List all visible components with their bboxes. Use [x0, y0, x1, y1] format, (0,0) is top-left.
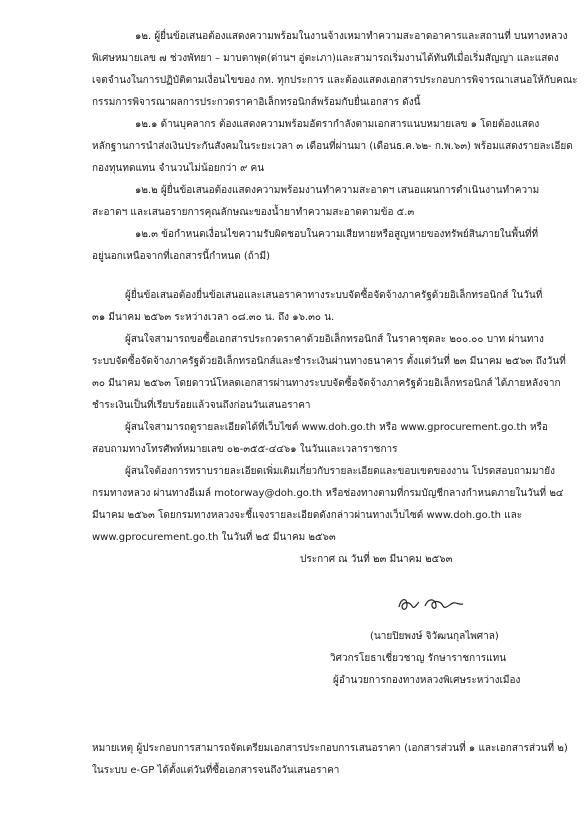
para-purchase-line-4: ชำระเงินเป็นที่เรียบร้อยแล้วจนถึงก่อนวันเสนอราคา — [92, 400, 311, 411]
sub-12-3-line-1: ๑๒.๓ ข้อกำหนดเงื่อนไขความรับผิดชอบในความเสียหายหรือสูญหายของทรัพย์สินภายในพื้นที่ที่ — [135, 229, 539, 240]
sub-12-1-line-1: ๑๒.๑ ด้านบุคลากร ต้องแสดงความพร้อมอัตรากำลังตามเอกสารแนบหมายเลข ๑ โดยต้องแสดง — [135, 119, 540, 130]
item-12-number: ๑๒. — [135, 31, 152, 42]
signer-name: (นายปิยพงษ์ จิวัฒนกุลไพศาล) — [370, 631, 499, 642]
sub-12-1-line-2: หลักฐานการนำส่งเงินประกันสังคมในระยะเวลา ๓ เดือนที่ผ่านมา (เดือนธ.ค.๖๒- ก.พ.๖๓) พร้อมแสดงรายละเอียด — [92, 141, 573, 152]
signer-title-1: วิศวกรโยธาเชี่ยวชาญ รักษาราชการแทน — [330, 653, 507, 664]
item-12-line-2: พิเศษหมายเลข ๗ ช่วงพัทยา – มาบตาพุด(ด่านฯ อู่ตะเภา)และสามารถเริ่มงานได้ทันทีเมื่อเริ่มสัญญา และแสดง — [92, 53, 559, 64]
note-line-1: หมายเหตุ ผู้ประกอบการสามารถจัดเตรียมเอกสารประกอบการเสนอราคา (เอกสารส่วนที่ ๑ และเอกสารส่วนที่ ๒) — [92, 743, 568, 754]
para-purchase-line-1: ผู้สนใจสามารถขอซื้อเอกสารประกวดราคาด้วยอิเล็กทรอนิกส์ ในราคาชุดละ ๒๐๐.๐๐ บาท ผ่านทาง — [125, 334, 544, 345]
sub-12-2-line-1: ๑๒.๒ ผู้ยื่นข้อเสนอต้องแสดงความพร้อมงานทำความสะอาดฯ เสนอแผนการดำเนินงานทำความ — [135, 185, 540, 196]
announcement-date: ประกาศ ณ วันที่ ๒๓ มีนาคม ๒๕๖๓ — [300, 554, 453, 565]
item-12-line-4: กรรมการพิจารณาผลการประกวดราคาอิเล็กทรอนิกส์พร้อมกับยื่นเอกสาร ดังนี้ — [92, 97, 421, 108]
handwritten-signature — [395, 592, 470, 614]
item-12-line-3: เจตจำนงในการปฏิบัติตามเงื่อนไขของ กท. ทุกประการ และต้องแสดงเอกสารประกอบการพิจารณาเสนอให้กับคณะ — [92, 75, 578, 86]
sub-12-3-line-2: อยู่นอกเหนือจากที่เอกสารนี้กำหนด (ถ้ามี) — [92, 251, 270, 262]
item-12-text: ผู้ยื่นข้อเสนอต้องแสดงความพร้อมในงานจ้างเหมาทำความสะอาดอาคารและสถานที่ บนทางหลวง — [154, 31, 568, 42]
para-website-line-1: ผู้สนใจสามารถดูรายละเอียดได้ที่เว็บไซต์ www.doh.go.th หรือ www.gprocurement.go.th หรือ — [125, 422, 548, 433]
para-website-line-2: สอบถามทางโทรศัพท์หมายเลข ๐๒-๓๕๕-๔๔๖๑ ในวันและเวลาราชการ — [92, 444, 398, 455]
para-submission-line-2: ๓๑ มีนาคม ๒๕๖๓ ระหว่างเวลา ๐๘.๓๐ น. ถึง ๑๖.๓๐ น. — [92, 312, 335, 323]
sub-12-1-line-3: กองทุนทดแทน จำนวนไม่น้อยกว่า ๙ คน — [92, 163, 265, 174]
note-line-2: ในระบบ e-GP ได้ตั้งแต่วันที่ซื้อเอกสารจนถึงวันเสนอราคา — [92, 765, 340, 776]
signer-title-2: ผู้อำนวยการกองทางหลวงพิเศษระหว่างเมือง — [333, 675, 521, 686]
para-inquiry-line-2: กรมทางหลวง ผ่านทางอีเมล์ motorway@doh.go.th หรือช่องทางตามที่กรมบัญชีกลางกำหนดภายในวันที่ ๒๔ — [92, 488, 564, 499]
sub-12-2-line-2: สะอาดฯ และเสนอรายการคุณลักษณะของน้ำยาทำความสะอาดตามข้อ ๕.๓ — [92, 207, 415, 218]
item-12-line-1 — [135, 30, 568, 44]
para-inquiry-line-4: www.gprocurement.go.th ในวันที่ ๒๕ มีนาคม ๒๕๖๓ — [92, 532, 336, 543]
para-submission-line-1: ผู้ยื่นข้อเสนอต้องยื่นข้อเสนอและเสนอราคาทางระบบจัดซื้อจัดจ้างภาครัฐด้วยอิเล็กทรอนิกส์ ในวันที่ — [125, 290, 543, 301]
para-inquiry-line-3: มีนาคม ๒๕๖๓ โดยกรมทางหลวงจะชี้แจงรายละเอียดดังกล่าวผ่านทางเว็บไซต์ www.doh.go.th และ — [92, 510, 523, 521]
para-inquiry-line-1: ผู้สนใจต้องการทราบรายละเอียดเพิ่มเติมเกี่ยวกับรายละเอียดและขอบเขตของงาน โปรดสอบถามมายัง — [125, 466, 555, 477]
para-purchase-line-3: ๓๐ มีนาคม ๒๕๖๓ โดยดาวน์โหลดเอกสารผ่านทางระบบจัดซื้อจัดจ้างภาครัฐด้วยอิเล็กทรอนิกส์ ได้ภายหลังจาก — [92, 378, 561, 389]
para-purchase-line-2: ระบบจัดซื้อจัดจ้างภาครัฐด้วยอิเล็กทรอนิกส์และชำระเงินผ่านทางธนาคาร ตั้งแต่วันที่ ๒๓ มีนาคม ๒๕๖๓ ถึงวันที่ — [92, 356, 566, 367]
